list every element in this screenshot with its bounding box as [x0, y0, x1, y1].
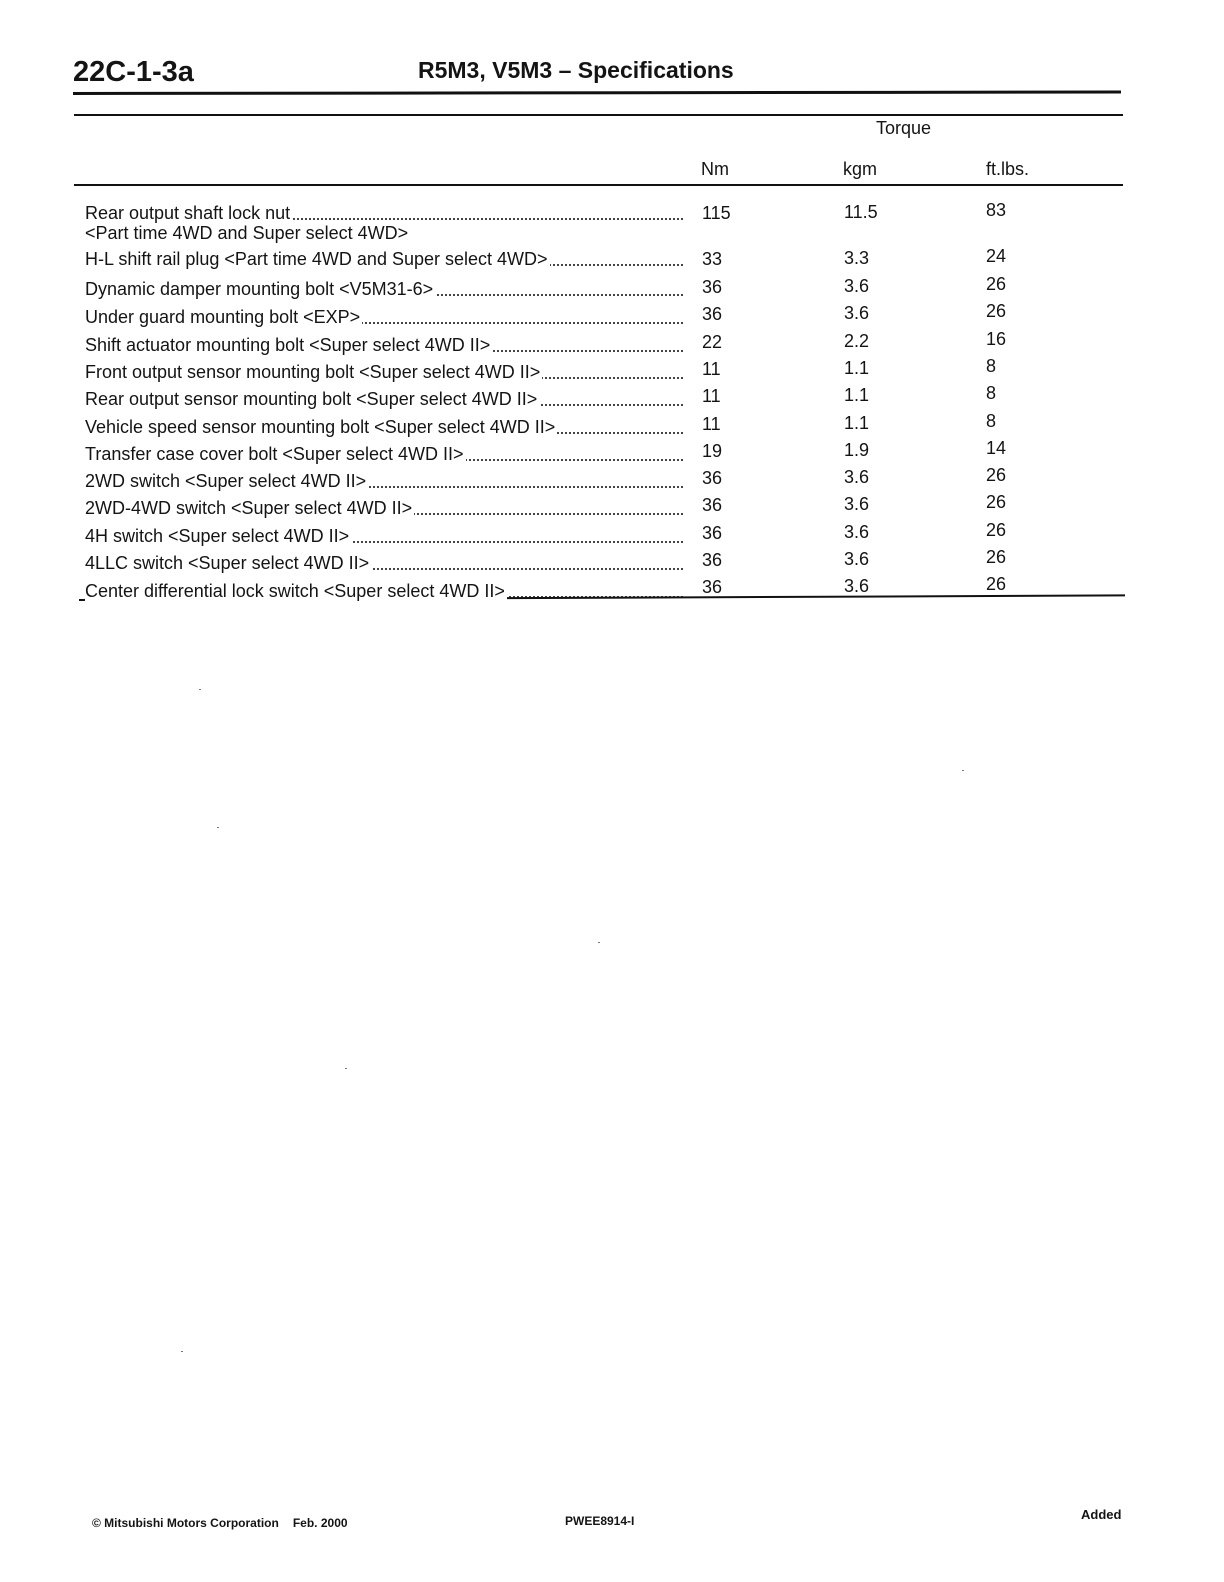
torque-nm-cell: 36 — [702, 550, 723, 570]
torque-nm-cell: 36 — [702, 468, 723, 488]
torque-ftlbs-cell: 24 — [986, 246, 1007, 266]
spec-item-label — [85, 416, 685, 438]
scan-speck — [598, 942, 600, 943]
spec-item-label — [85, 202, 685, 224]
torque-kgm-cell: 1.1 — [844, 413, 870, 433]
torque-ftlbs-cell: 8 — [986, 411, 997, 431]
table-row — [0, 248, 1224, 274]
spec-item-text: 2WD switch <Super select 4WD II> — [85, 471, 367, 491]
torque-ftlbs-cell: 26 — [986, 274, 1007, 294]
table-row — [0, 440, 1224, 466]
spec-item-label — [85, 525, 685, 547]
torque-kgm-cell: 3.6 — [844, 549, 870, 569]
torque-ftlbs-cell: 26 — [986, 492, 1007, 512]
table-row — [0, 494, 1224, 520]
table-row — [0, 522, 1224, 548]
torque-nm-cell: 36 — [702, 523, 723, 543]
spec-item-text: Rear output shaft lock nut — [85, 203, 291, 223]
spec-item-label-line2: <Part time 4WD and Super select 4WD> — [85, 223, 409, 243]
torque-nm-cell: 19 — [702, 441, 723, 461]
table-row — [0, 467, 1224, 493]
torque-ftlbs-cell: 26 — [986, 547, 1007, 567]
torque-ftlbs-cell: 8 — [986, 356, 997, 376]
torque-ftlbs-cell: 26 — [986, 301, 1007, 321]
column-header-kgm: kgm — [843, 159, 878, 179]
scan-speck — [345, 1068, 347, 1069]
torque-kgm-cell: 3.6 — [844, 522, 870, 542]
table-row — [0, 358, 1224, 384]
column-header-ftlbs: ft.lbs. — [986, 159, 1030, 179]
spec-item-text: Dynamic damper mounting bolt <V5M31-6> — [85, 279, 434, 299]
torque-kgm-cell: 3.6 — [844, 494, 870, 514]
spec-table-body — [0, 0, 1224, 620]
footer-date: Feb. 2000 — [292, 1516, 348, 1530]
torque-kgm-cell: 1.1 — [844, 358, 870, 378]
column-header-nm: Nm — [701, 159, 729, 179]
torque-group-header: Torque — [876, 118, 932, 138]
spec-item-text: Rear output sensor mounting bolt <Super select 4WD II> — [85, 389, 538, 409]
scan-speck — [199, 689, 201, 690]
torque-kgm-cell: 11.5 — [844, 202, 878, 222]
spec-item-text: Center differential lock switch <Super select 4WD II> — [85, 581, 505, 601]
spec-item-label — [85, 306, 685, 328]
table-row — [0, 413, 1224, 439]
spec-item-label — [85, 388, 685, 410]
torque-kgm-cell: 3.6 — [844, 576, 870, 596]
scan-speck — [217, 827, 219, 828]
spec-item-label — [85, 334, 685, 356]
spec-item-text: H-L shift rail plug <Part time 4WD and Super select 4WD> — [85, 249, 548, 269]
torque-ftlbs-cell: 14 — [986, 438, 1007, 458]
table-row — [0, 385, 1224, 411]
spec-item-text: Under guard mounting bolt <EXP> — [85, 307, 361, 327]
spec-item-label — [85, 443, 685, 465]
torque-nm-cell: 36 — [702, 277, 723, 297]
spec-item-text: Front output sensor mounting bolt <Super select 4WD II> — [85, 362, 541, 382]
torque-ftlbs-cell: 26 — [986, 574, 1007, 594]
torque-kgm-cell: 3.6 — [844, 467, 870, 487]
spec-item-text: Vehicle speed sensor mounting bolt <Super select 4WD II> — [85, 417, 556, 437]
footer-document-code: PWEE8914-I — [565, 1514, 635, 1528]
torque-ftlbs-cell: 8 — [986, 383, 997, 403]
spec-item-label — [85, 497, 685, 519]
spec-item-label — [85, 470, 685, 492]
table-row — [0, 549, 1224, 575]
spec-item-label — [85, 552, 685, 574]
torque-nm-cell: 36 — [702, 495, 723, 515]
page-number: 22C-1-3a — [73, 56, 194, 88]
torque-kgm-cell: 3.6 — [844, 276, 870, 296]
torque-nm-cell: 36 — [702, 304, 723, 324]
table-row — [0, 331, 1224, 357]
footer-copyright — [92, 1516, 348, 1530]
spec-item-text: Transfer case cover bolt <Super select 4WD II> — [85, 444, 464, 464]
spec-item-text: 2WD-4WD switch <Super select 4WD II> — [85, 498, 413, 518]
page-title: R5M3, V5M3 – Specifications — [418, 57, 734, 83]
torque-nm-cell: 11 — [702, 386, 721, 406]
torque-nm-cell: 22 — [702, 332, 723, 352]
torque-kgm-cell: 3.3 — [844, 248, 870, 268]
torque-ftlbs-cell: 83 — [986, 200, 1007, 220]
spec-item-label — [85, 361, 685, 383]
spec-item-text: Shift actuator mounting bolt <Super select 4WD II> — [85, 335, 491, 355]
spec-item-label — [85, 248, 685, 270]
table-row — [0, 200, 1224, 243]
torque-ftlbs-cell: 26 — [986, 520, 1007, 540]
torque-nm-cell: 36 — [702, 577, 723, 597]
copyright-text: © Mitsubishi Motors Corporation — [92, 1516, 279, 1530]
torque-ftlbs-cell: 26 — [986, 465, 1007, 485]
table-row — [0, 276, 1224, 302]
torque-ftlbs-cell: 16 — [986, 329, 1007, 349]
torque-kgm-cell: 2.2 — [844, 331, 870, 351]
torque-kgm-cell: 1.9 — [844, 440, 870, 460]
spec-item-text: 4H switch <Super select 4WD II> — [85, 526, 350, 546]
torque-nm-cell: 115 — [702, 203, 731, 223]
spec-item-label — [85, 278, 685, 300]
torque-kgm-cell: 1.1 — [844, 385, 870, 405]
torque-nm-cell: 11 — [702, 359, 721, 379]
footer-status: Added — [1081, 1507, 1122, 1522]
spec-item-text: 4LLC switch <Super select 4WD II> — [85, 553, 370, 573]
torque-nm-cell: 11 — [702, 414, 721, 434]
scan-speck — [962, 770, 964, 771]
table-row — [0, 303, 1224, 329]
torque-kgm-cell: 3.6 — [844, 303, 870, 323]
scan-speck — [181, 1351, 183, 1352]
torque-nm-cell: 33 — [702, 249, 723, 269]
